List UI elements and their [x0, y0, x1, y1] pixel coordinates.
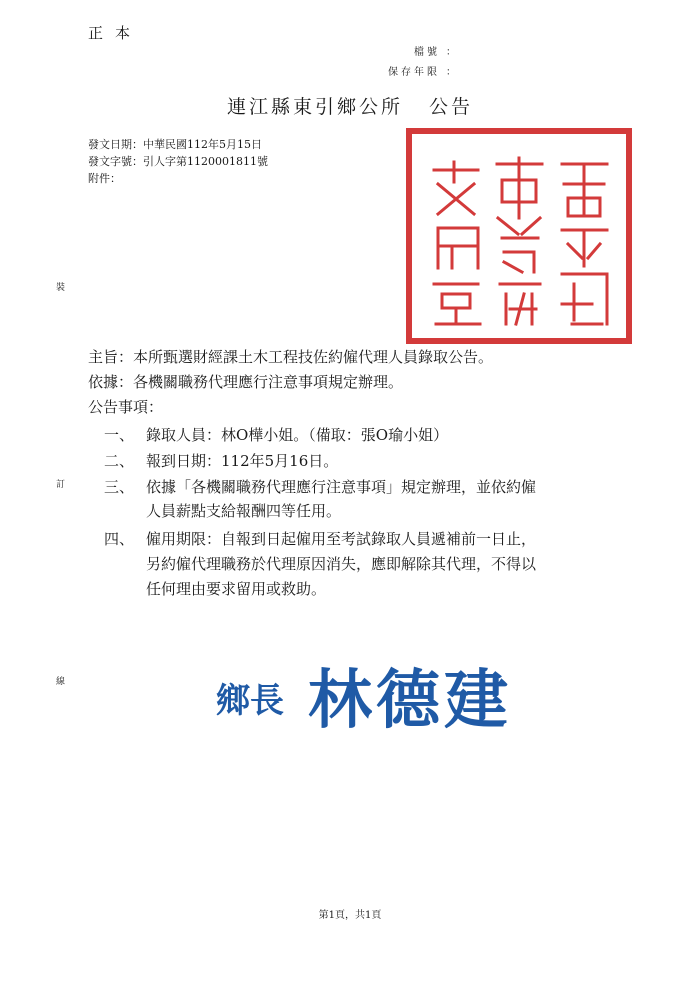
- binding-mark-top: 裝: [56, 283, 66, 293]
- item-number: 四、: [104, 530, 135, 548]
- item-number: 三、: [104, 478, 135, 496]
- item-number: 一、: [104, 426, 135, 444]
- document-type: 公告: [429, 96, 474, 118]
- file-number-label: 檔號: [414, 47, 440, 58]
- subject: 主旨：本所甄選財經課土木工程技佐約僱代理人員錄取公告。: [88, 348, 494, 366]
- binding-mark-bottom: 線: [56, 677, 66, 687]
- issue-date: 發文日期：中華民國112年5月15日: [88, 138, 262, 151]
- retention-colon: ：: [446, 67, 456, 78]
- issue-number: 發文字號：引人字第1120001811號: [88, 155, 268, 168]
- signature-name: 林德建: [308, 663, 512, 738]
- item-line: 報到日期：112年5月16日。: [146, 452, 339, 470]
- item-line: 依據「各機關職務代理應行注意事項」規定辦理，並依約僱: [146, 478, 537, 496]
- signature-title: 鄉長: [216, 681, 284, 721]
- binding-mark-middle: 訂: [56, 480, 66, 490]
- attachment: 附件：: [88, 172, 121, 185]
- organization-name: 連江縣東引鄉公所: [226, 96, 403, 118]
- document-title: [0, 92, 700, 119]
- file-number-colon: ：: [446, 47, 456, 58]
- item-line: 任何理由要求留用或救助。: [146, 580, 327, 598]
- page-footer: 第1頁，共1頁: [318, 910, 382, 921]
- item-line: 人員薪點支給報酬四等任用。: [146, 502, 342, 520]
- retention-label: 保存年限: [388, 67, 440, 78]
- basis: 依據：各機關職務代理應行注意事項規定辦理。: [88, 373, 404, 391]
- copy-mark: 正本: [88, 24, 143, 42]
- item-line: 錄取人員：林O樺小姐。（備取：張O瑜小姐）: [146, 426, 449, 444]
- signature-stamp: [210, 650, 530, 740]
- official-seal: [406, 128, 632, 344]
- item-number: 二、: [104, 452, 135, 470]
- items-heading: 公告事項：: [88, 398, 164, 416]
- item-line: 另約僱代理職務於代理原因消失，應即解除其代理，不得以: [146, 555, 537, 573]
- item-line: 僱用期限：自報到日起僱用至考試錄取人員遞補前一日止，: [146, 530, 537, 548]
